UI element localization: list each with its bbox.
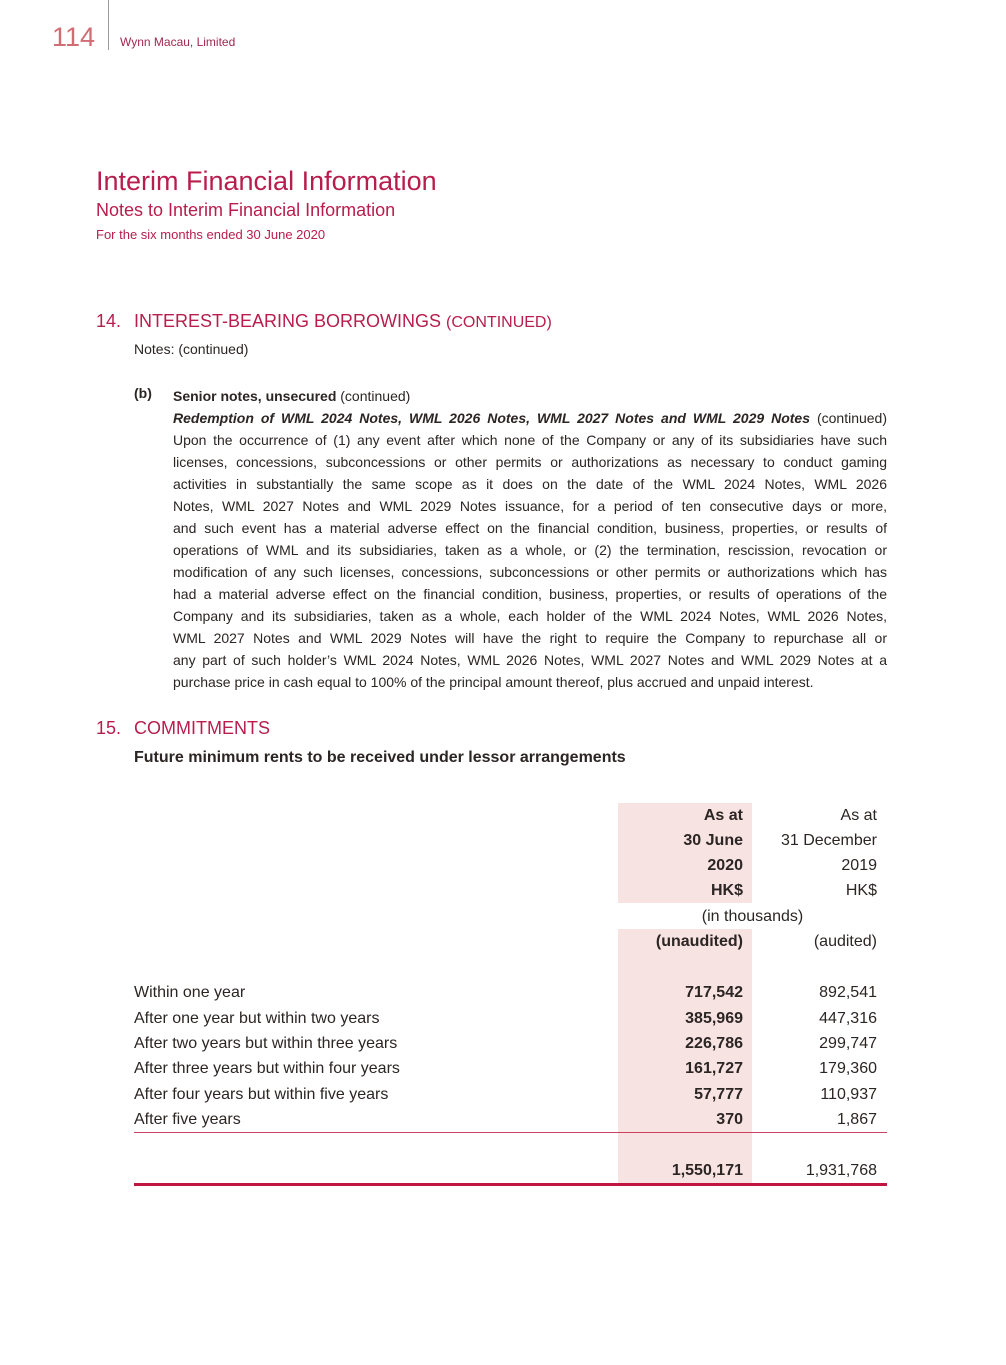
value-2019: 110,937 (820, 1086, 877, 1103)
paragraph-line: activities in substantially the same scope as it does on the date of the WML 2024 Notes, WML 2026 (173, 476, 887, 492)
value-2020: 385,969 (685, 1010, 743, 1027)
total-rule (134, 1183, 887, 1186)
header-divider (108, 0, 109, 50)
table-header-row (134, 878, 887, 903)
row-label: Within one year (134, 984, 246, 1001)
table-row (134, 980, 887, 1005)
col-2020-header: HK$ (710, 882, 743, 899)
value-2019: 179,360 (819, 1060, 877, 1077)
subtotal-rule (134, 1132, 887, 1133)
page-number: 114 (52, 22, 96, 52)
row-label: After five years (134, 1111, 241, 1128)
company-name: Wynn Macau, Limited (120, 35, 236, 49)
item-title-suffix: (continued) (336, 388, 411, 404)
row-label: After two years but within three years (134, 1035, 398, 1052)
value-2020: 717,542 (685, 984, 743, 1001)
value-2020: 57,777 (694, 1086, 743, 1103)
paragraph-line: WML 2027 Notes and WML 2029 Notes will have the right to require the Company to repurchase all or (173, 630, 887, 646)
continued-label: (CONTINUED) (446, 314, 552, 331)
total-2020: 1,550,171 (671, 1162, 743, 1179)
redemption-subheading-line (173, 407, 887, 429)
value-2019: 447,316 (819, 1010, 877, 1027)
item-label: (b) (134, 385, 152, 401)
section-15-heading (96, 718, 270, 739)
table-total-row (134, 1158, 887, 1183)
value-2020: 370 (716, 1111, 743, 1128)
table-row (134, 1056, 887, 1081)
table-row (134, 1006, 887, 1031)
row-label: After four years but within five years (134, 1086, 389, 1103)
table-status-row (134, 929, 887, 954)
reporting-period: For the six months ended 30 June 2020 (96, 227, 326, 242)
col-2019-header: 31 December (780, 832, 877, 849)
item-title-line (173, 385, 887, 407)
redemption-subheading: Redemption of WML 2024 Notes, WML 2026 Notes, WML 2027 Notes and WML 2029 Notes (173, 410, 810, 426)
value-2019: 1,867 (836, 1111, 877, 1128)
value-2019: 892,541 (819, 984, 877, 1001)
table-row (134, 1082, 887, 1107)
col-2019-status: (audited) (813, 933, 877, 950)
redemption-subheading-suffix: (continued) (810, 410, 887, 426)
paragraph-line: operations of WML and its subsidiaries, taken as a whole, or (2) the termination, rescission, revocation or (173, 542, 887, 558)
section-title: INTEREST-BEARING BORROWINGS (134, 311, 442, 331)
table-unit-row (134, 904, 887, 929)
paragraph-line: and such event has a material adverse effect on the financial condition, business, properties, or results of (173, 520, 887, 536)
value-2020: 161,727 (685, 1060, 743, 1077)
paragraph-line: any part of such holder’s WML 2024 Notes, WML 2026 Notes, WML 2027 Notes and WML 2029 Notes at a (173, 652, 887, 668)
paragraph-line: modification of any such licenses, concessions, subconcessions or other permits or authorizations which has (173, 564, 887, 580)
page-subtitle: Notes to Interim Financial Information (96, 200, 396, 220)
section-number: 14. (96, 311, 122, 331)
section-title: COMMITMENTS (134, 718, 270, 738)
table-header-row (134, 853, 887, 878)
col-2019-header: 2019 (841, 857, 877, 874)
col-2020-status: (unaudited) (655, 933, 743, 950)
table-row (134, 1107, 887, 1132)
row-label: After three years but within four years (134, 1060, 400, 1077)
item-title: Senior notes, unsecured (173, 388, 337, 404)
paragraph-line: licenses, concessions, subconcessions or other permits or authorizations as necessary to conduct gaming (173, 454, 887, 470)
paragraph-line: purchase price in cash equal to 100% of the principal amount thereof, plus accrued and unpaid interest. (173, 674, 814, 690)
paragraph-line: Notes, WML 2027 Notes and WML 2029 Notes issuance, for a period of ten consecutive days or more, (173, 498, 887, 514)
total-2019: 1,931,768 (805, 1162, 877, 1179)
col-2020-header: 2020 (707, 857, 743, 874)
unit-label: (in thousands) (701, 908, 804, 925)
value-2019: 299,747 (819, 1035, 877, 1052)
paragraph-line: Upon the occurrence of (1) any event after which none of the Company or any of its subsidiaries have such (173, 432, 887, 448)
value-2020: 226,786 (685, 1035, 743, 1052)
paragraph-line: Company and its subsidiaries, taken as a whole, each holder of the WML 2024 Notes, WML 2026 Notes, (173, 608, 887, 624)
section-14-heading (96, 311, 552, 332)
row-label: After one year but within two years (134, 1010, 380, 1027)
note-b-block (173, 385, 887, 693)
commitments-subheading: Future minimum rents to be received under lessor arrangements (134, 749, 626, 766)
paragraph-line: had a material adverse effect on the financial condition, business, properties, or results of operations of the (173, 586, 887, 602)
notes-label: Notes: (continued) (134, 341, 249, 357)
col-2020-header: As at (703, 807, 743, 824)
col-2020-header: 30 June (683, 832, 743, 849)
section-number: 15. (96, 718, 122, 738)
col-2019-header: HK$ (845, 882, 877, 899)
table-header-row (134, 828, 887, 853)
col-2019-header: As at (840, 807, 877, 824)
table-row (134, 1031, 887, 1056)
table-header-row (134, 803, 887, 828)
page-title: Interim Financial Information (96, 166, 437, 196)
